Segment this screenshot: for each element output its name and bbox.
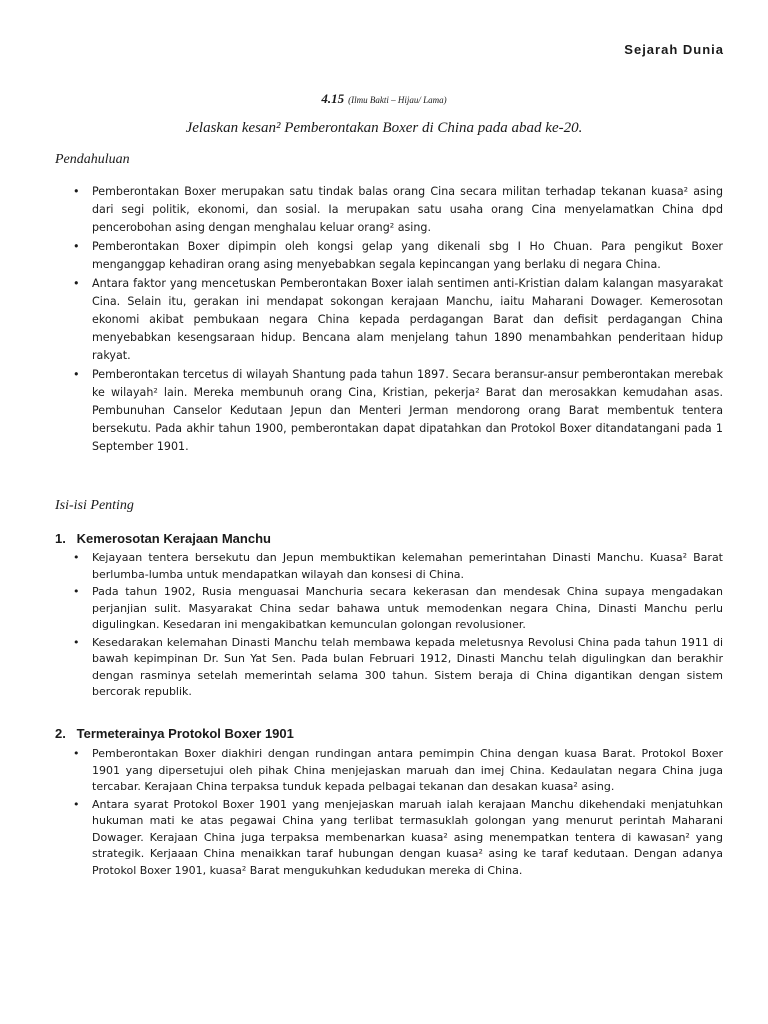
question-reference: [0, 90, 768, 108]
bullet-icon: •: [73, 185, 80, 198]
list-item: [73, 238, 723, 274]
section-2-bullet-list: [73, 746, 723, 880]
intro-heading: Pendahuluan: [55, 152, 130, 167]
section-1-bullet-list: [73, 550, 723, 702]
main-heading: Isi-isi Penting: [55, 498, 134, 513]
bullet-icon: •: [73, 277, 80, 290]
list-item: [73, 183, 723, 237]
bullet-text: Pada tahun 1902, Rusia menguasai Manchuria secara kekerasan dan mendesak China supaya mengadakan perjanjian sulit. Masyarakat China sedar bahawa untuk memodenkan negara China, Dinasti Manchu perlu digulingkan. Kesedaran ini mengakibatkan kemunculan golongan revolusioner.: [92, 585, 723, 631]
bullet-icon: •: [73, 635, 80, 649]
question-source: (Ilmu Bakti – Hijau/ Lama): [348, 95, 447, 105]
bullet-text: Kesedarakan kelemahan Dinasti Manchu telah membawa kepada meletusnya Revolusi China pada tahun 1911 di bawah kepimpinan Dr. Sun Yat Sen. Pada bulan Februari 1912, Dinasti Manchu telah digulingkan dan berakhir dengan rasminya setelah memerintah selama 300 tahun. Sistem beraja di China digantikan dengan sistem bercorak republik.: [92, 635, 723, 698]
list-item: [73, 550, 723, 583]
question-number: 4.15: [321, 91, 345, 106]
section-1-number: 1.: [55, 531, 66, 546]
bullet-icon: •: [73, 747, 80, 760]
bullet-text: Antara faktor yang mencetuskan Pemberontakan Boxer ialah sentimen anti-Kristian dalam kalangan masyarakat Cina. Selain itu, gerakan ini mendapat sokongan kerajaan Manchu, iaitu Maharani Dowager. Kemerosotan ekonomi akibat pembukaan negara China kepada perdagangan Barat dan defisit perdagangan China menyebabkan kesengsaraan hidup. Bencana alam menjelang tahun 1890 menambahkan penderitaan hidup rakyat.: [92, 277, 723, 362]
question-title: Jelaskan kesan² Pemberontakan Boxer di China pada abad ke-20.: [185, 120, 583, 136]
bullet-text: Kejayaan tentera bersekutu dan Jepun membuktikan kelemahan pemerintahan Dinasti Manchu. Kuasa² Barat berlumba-lumba untuk mendapatkan wilayah dan konsesi di China.: [92, 551, 723, 581]
bullet-text: Pemberontakan Boxer diakhiri dengan rundingan antara pemimpin China dengan kuasa Barat. Protokol Boxer 1901 yang dipersetujui oleh pihak China menjejaskan maruah dan imej China. Kedaulatan negara China juga tercabar. Kerajaan China terpaksa tunduk kepada pelbagai tekanan dan desakan kuasa² asing.: [92, 747, 723, 793]
bullet-icon: •: [73, 797, 80, 811]
subject-header: Sejarah Dunia: [624, 42, 724, 57]
intro-bullet-list: [73, 183, 723, 457]
section-1-title: Kemerosotan Kerajaan Manchu: [76, 531, 271, 546]
section-2-number: 2.: [55, 726, 66, 741]
bullet-text: Antara syarat Protokol Boxer 1901 yang menjejaskan maruah ialah kerajaan Manchu dikehendaki menjatuhkan hukuman mati ke atas pegawai China yang terlibat termasuklah golongan yang menurut perintah Maharani Dowager. Kerajaan China juga terpaksa membenarkan kuasa² asing menempatkan tentera di kawasan² yang strategik. Kerjaaan China menaikkan taraf hubungan dengan kuasa² asing ke taraf kedutaan. Dengan adanya Protokol Boxer 1901, kuasa² Barat mengukuhkan kedudukan mereka di China.: [92, 797, 723, 877]
bullet-icon: •: [73, 240, 80, 253]
bullet-text: Pemberontakan Boxer merupakan satu tindak balas orang Cina secara militan terhadap tekanan kuasa² asing dari segi politik, ekonomi, dan sosial. Ia merupakan satu usaha orang Cina menyelamatkan China dpd pencerobohan asing dengan menghalau keluar orang² asing.: [92, 185, 723, 234]
bullet-icon: •: [73, 551, 80, 564]
section-2-heading: [55, 726, 294, 741]
list-item: [73, 635, 723, 701]
list-item: [73, 797, 723, 880]
bullet-icon: •: [73, 585, 80, 598]
list-item: [73, 746, 723, 796]
section-2-title: Termeterainya Protokol Boxer 1901: [76, 726, 294, 741]
list-item: [73, 275, 723, 365]
list-item: [73, 366, 723, 456]
section-1-heading: [55, 531, 271, 546]
bullet-text: Pemberontakan Boxer dipimpin oleh kongsi gelap yang dikenali sbg I Ho Chuan. Para pengikut Boxer menganggap kehadiran orang asing menyebabkan segala kepincangan yang berlaku di negara China.: [92, 240, 723, 271]
bullet-icon: •: [73, 368, 80, 381]
bullet-text: Pemberontakan tercetus di wilayah Shantung pada tahun 1897. Secara beransur-ansur pemberontakan merebak ke wilayah² lain. Mereka membunuh orang Cina, Kristian, pekerja² Barat dan merosakkan kemudahan asas. Pembunuhan Canselor Kedutaan Jepun dan Menteri Jerman mendorong orang Barat membentuk tentera bersekutu. Pada akhir tahun 1900, pemberontakan dapat dipatahkan dan Protokol Boxer ditandatangani pada 1 September 1901.: [92, 368, 723, 453]
list-item: [73, 584, 723, 634]
